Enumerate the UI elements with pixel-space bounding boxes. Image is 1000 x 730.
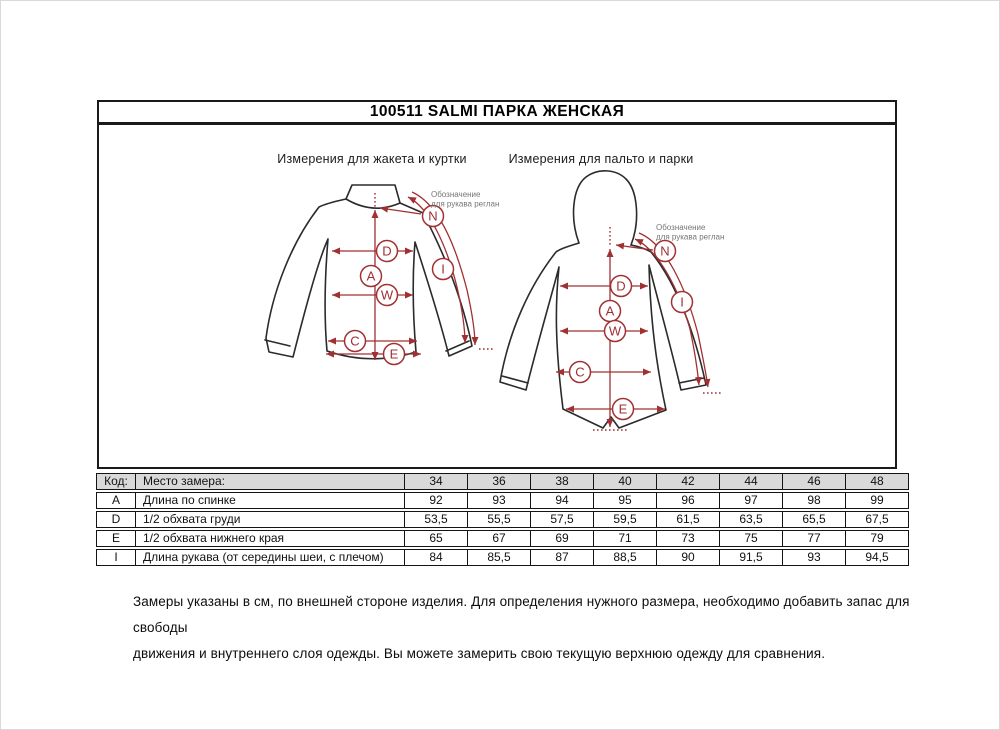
row-value: 94,5 bbox=[845, 550, 908, 565]
jacket-sleeve-label: I bbox=[441, 261, 445, 277]
svg-text:для рукава реглан: для рукава реглан bbox=[656, 232, 725, 242]
header-place: Место замера: bbox=[135, 474, 404, 489]
row-value: 59,5 bbox=[593, 512, 656, 527]
header-code: Код: bbox=[104, 474, 128, 489]
row-value: 88,5 bbox=[593, 550, 656, 565]
row-value: 84 bbox=[404, 550, 467, 565]
parka-caption: Измерения для пальто и парки bbox=[508, 152, 694, 166]
svg-text:Обозначение: Обозначение bbox=[656, 223, 706, 232]
document-title: 100511 SALMI ПАРКА ЖЕНСКАЯ bbox=[369, 103, 625, 120]
jacket-waist-label: W bbox=[380, 287, 394, 303]
header-size: 44 bbox=[719, 474, 782, 489]
parka-raglan-label: N bbox=[660, 243, 670, 259]
parka-waist-label: W bbox=[608, 323, 622, 339]
jacket-hem-label: E bbox=[389, 346, 399, 362]
row-value: 75 bbox=[719, 531, 782, 546]
row-place: Длина рукава (от середины шеи, с плечом) bbox=[135, 550, 404, 565]
row-value: 77 bbox=[782, 531, 845, 546]
header-size: 48 bbox=[845, 474, 908, 489]
row-value: 63,5 bbox=[719, 512, 782, 527]
jacket-caption: Измерения для жакета и куртки bbox=[277, 152, 467, 166]
row-value: 96 bbox=[656, 493, 719, 508]
row-code: D bbox=[111, 512, 121, 527]
header-size: 40 bbox=[593, 474, 656, 489]
header-size: 38 bbox=[530, 474, 593, 489]
parka-chest-label: D bbox=[616, 278, 626, 294]
footnote-line: движения и внутреннего слоя одежды. Вы можете замерить свою текущую верхнюю одежду для сравнения. bbox=[133, 646, 826, 661]
row-value: 87 bbox=[530, 550, 593, 565]
row-value: 93 bbox=[467, 493, 530, 508]
row-value: 98 bbox=[782, 493, 845, 508]
svg-text:для рукава реглан: для рукава реглан bbox=[431, 199, 500, 209]
table-row bbox=[96, 511, 909, 528]
size-table-header-row bbox=[96, 473, 909, 490]
header-size: 42 bbox=[656, 474, 719, 489]
jacket-chest-label: D bbox=[382, 243, 392, 259]
row-value: 95 bbox=[593, 493, 656, 508]
row-value: 69 bbox=[530, 531, 593, 546]
parka-length-label: A bbox=[605, 303, 615, 319]
size-table bbox=[96, 473, 909, 568]
footnote-line: Замеры указаны в см, по внешней стороне изделия. Для определения нужного размера, необходимо добавить запас для свободы bbox=[133, 594, 910, 635]
row-value: 91,5 bbox=[719, 550, 782, 565]
row-value: 57,5 bbox=[530, 512, 593, 527]
row-value: 94 bbox=[530, 493, 593, 508]
row-value: 85,5 bbox=[467, 550, 530, 565]
row-value: 61,5 bbox=[656, 512, 719, 527]
row-value: 53,5 bbox=[404, 512, 467, 527]
measurement-diagrams bbox=[99, 125, 895, 465]
document-title-bar bbox=[97, 100, 897, 125]
svg-text:Обозначение: Обозначение bbox=[431, 190, 481, 199]
diagram-panel bbox=[97, 125, 897, 469]
row-value: 79 bbox=[845, 531, 908, 546]
row-value: 55,5 bbox=[467, 512, 530, 527]
row-value: 71 bbox=[593, 531, 656, 546]
parka-hem-label: E bbox=[618, 401, 628, 417]
jacket-raglan-note bbox=[431, 190, 499, 209]
row-value: 65 bbox=[404, 531, 467, 546]
row-value: 99 bbox=[845, 493, 908, 508]
row-value: 65,5 bbox=[782, 512, 845, 527]
row-place: Длина по спинке bbox=[135, 493, 404, 508]
parka-raglan-note bbox=[656, 223, 724, 242]
parka-hip-label: C bbox=[575, 364, 585, 380]
jacket-raglan-label: N bbox=[428, 208, 438, 224]
row-value: 93 bbox=[782, 550, 845, 565]
header-size: 36 bbox=[467, 474, 530, 489]
row-place: 1/2 обхвата нижнего края bbox=[135, 531, 404, 546]
table-row bbox=[96, 530, 909, 547]
parka-sleeve-label: I bbox=[680, 294, 684, 310]
jacket-length-label: A bbox=[366, 268, 376, 284]
measurement-footnote bbox=[133, 589, 933, 667]
table-row bbox=[96, 549, 909, 566]
row-value: 67,5 bbox=[845, 512, 908, 527]
row-value: 67 bbox=[467, 531, 530, 546]
row-value: 97 bbox=[719, 493, 782, 508]
row-code: E bbox=[111, 531, 120, 546]
row-value: 90 bbox=[656, 550, 719, 565]
row-value: 73 bbox=[656, 531, 719, 546]
row-value: 92 bbox=[404, 493, 467, 508]
row-code: I bbox=[114, 550, 118, 565]
row-place: 1/2 обхвата груди bbox=[135, 512, 404, 527]
header-size: 46 bbox=[782, 474, 845, 489]
header-size: 34 bbox=[404, 474, 467, 489]
table-row bbox=[96, 492, 909, 509]
row-code: A bbox=[111, 493, 120, 508]
jacket-hip-label: C bbox=[350, 333, 360, 349]
